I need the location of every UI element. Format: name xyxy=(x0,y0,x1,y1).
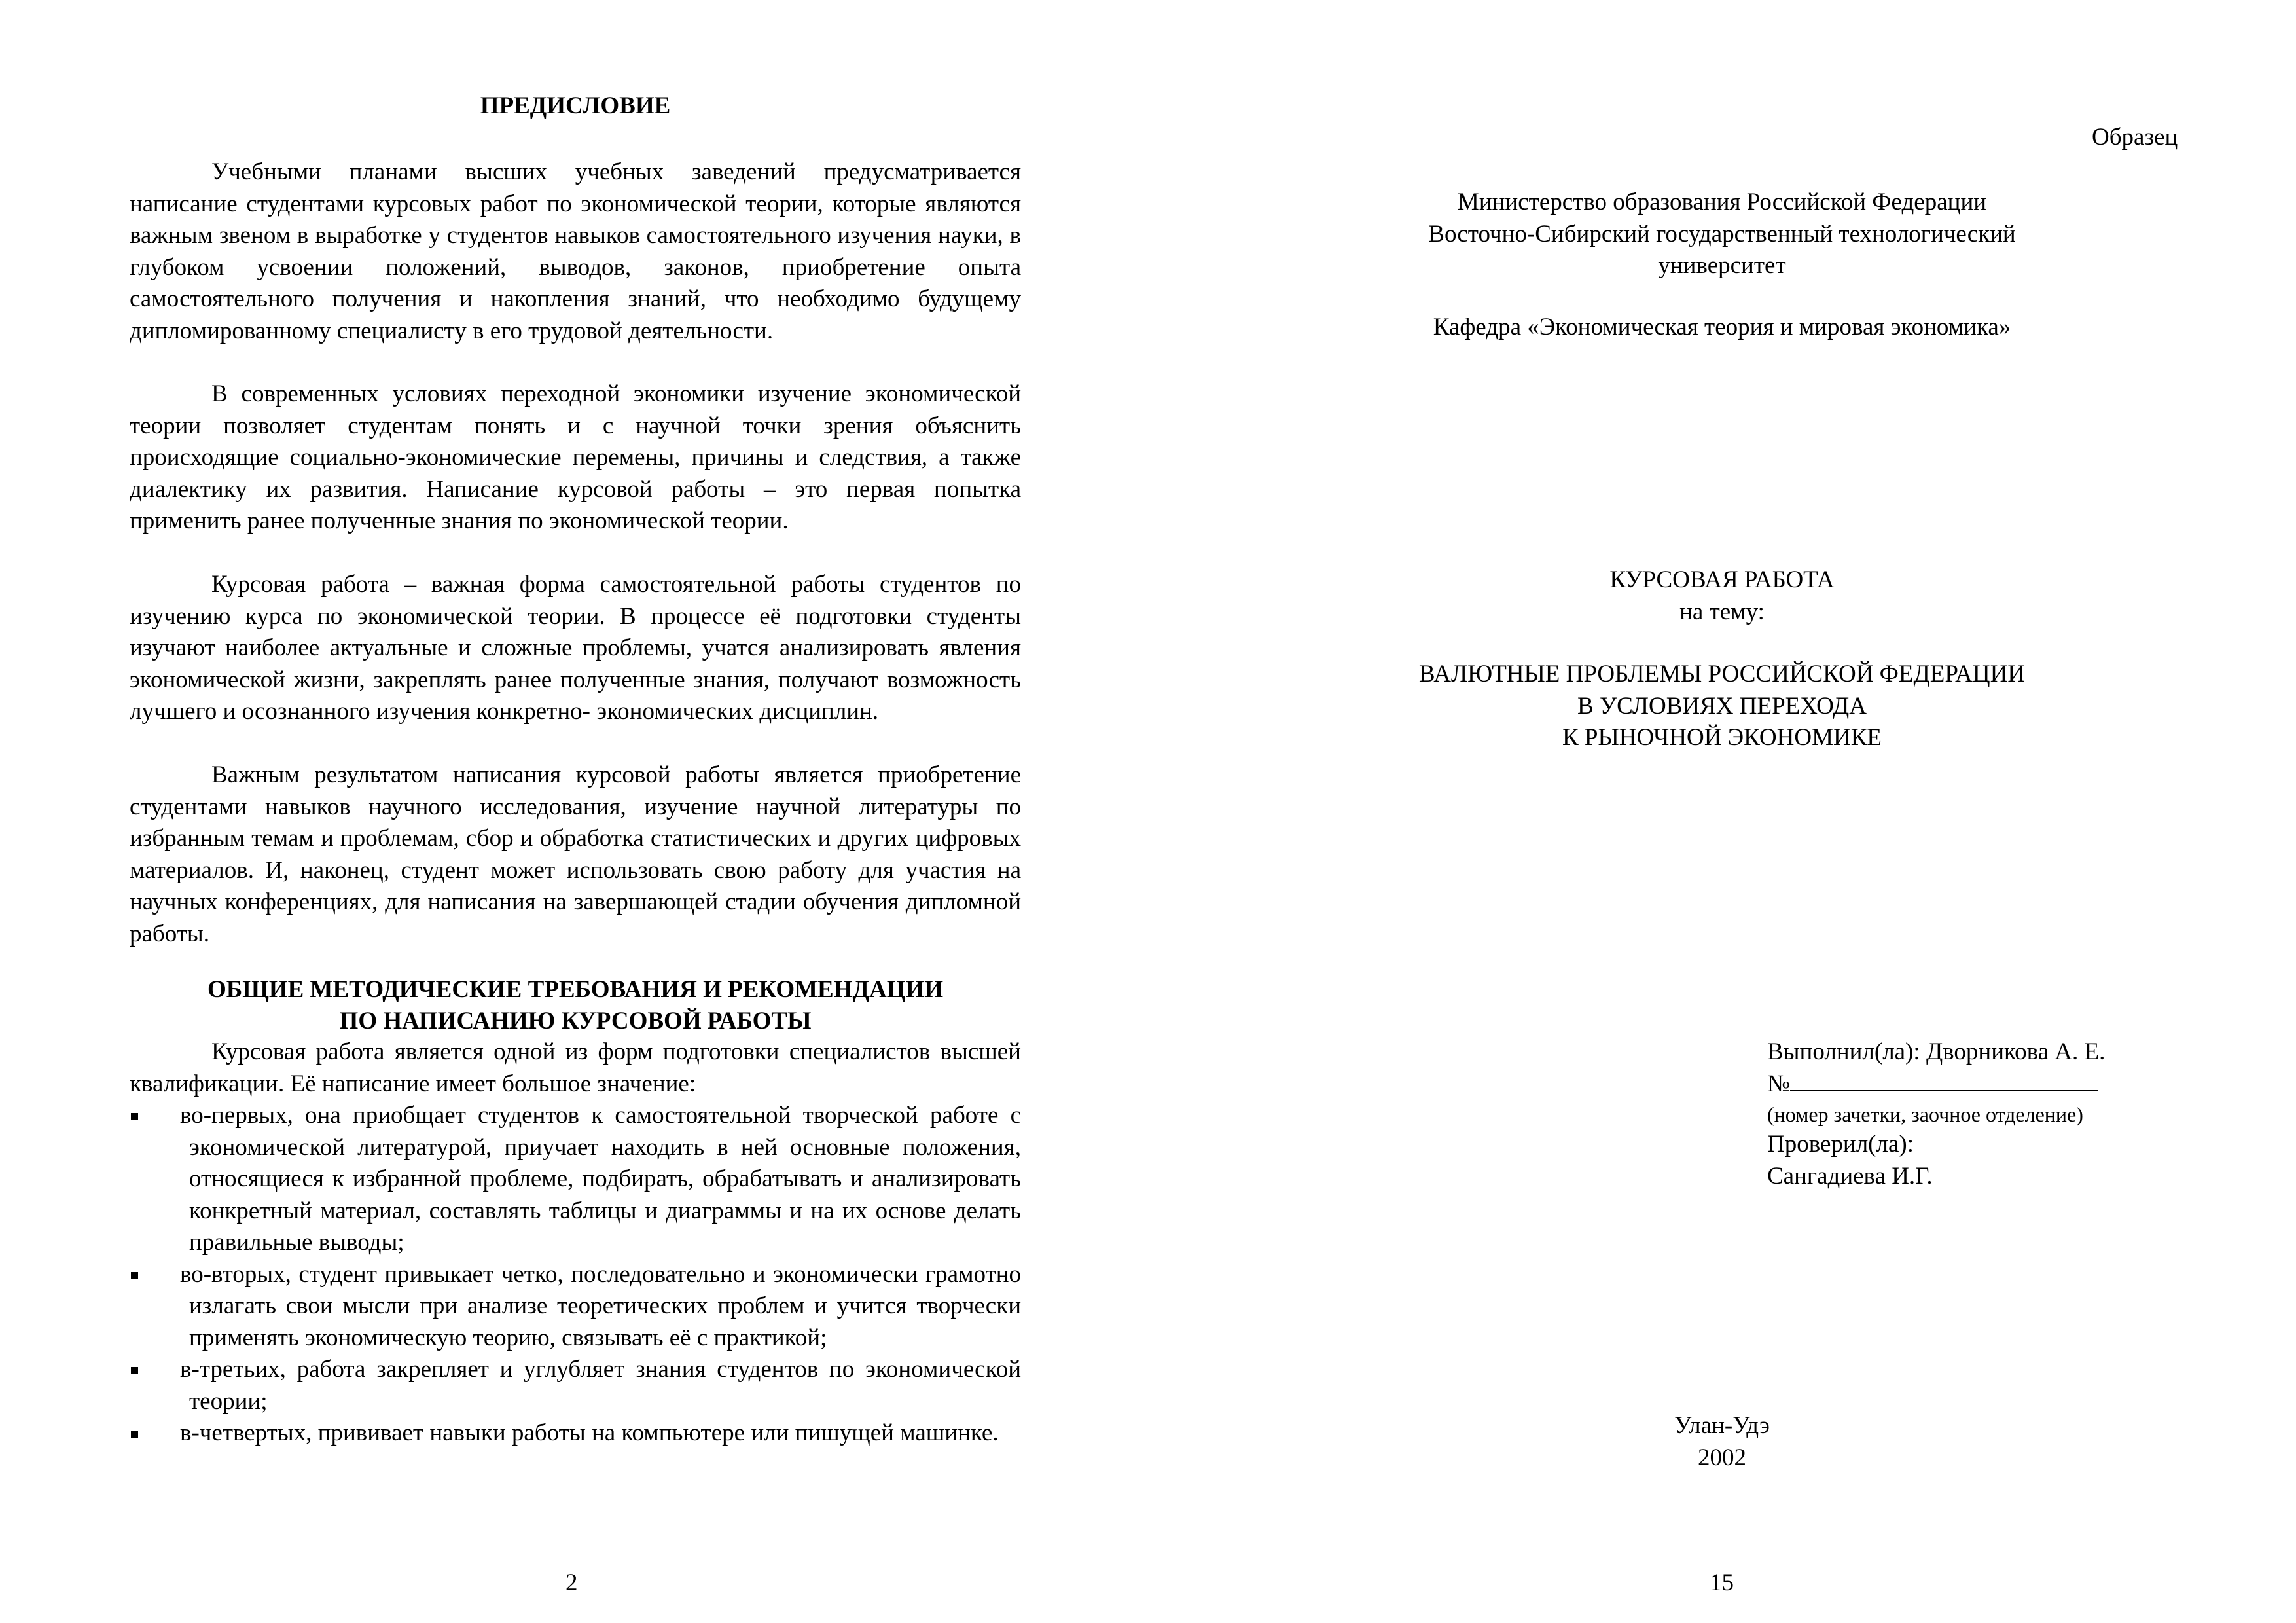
university-line-2: университет xyxy=(1658,252,1786,279)
record-book-number xyxy=(1767,1068,2186,1101)
checked-by-name: Сангадиева И.Г. xyxy=(1767,1162,1933,1190)
square-bullet-icon xyxy=(131,1431,138,1438)
requirements-list xyxy=(130,1100,1021,1450)
square-bullet-icon xyxy=(131,1367,138,1374)
preface-heading: ПРЕДИСЛОВИЕ xyxy=(480,92,671,119)
topic-line-3: К РЫНОЧНОЙ ЭКОНОМИКЕ xyxy=(1562,724,1882,751)
preface-paragraph-1: Учебными планами высших учебных заведений предусматривается написание студентами курсовых работ по экономической теории, которые являются важным звеном в выработке у студентов навыков самостоятельного изучения науки, в глубоком усвоении положений, выводов, законов, приобретение опыта самостоятельного получения и накопления знаний, что необходимо будущему дипломированному специалисту в его трудовой деятельности. xyxy=(130,158,1021,344)
list-item xyxy=(130,1417,1021,1450)
list-item-text: в-третьих, работа закрепляет и углубляет знания студентов по экономической теории; xyxy=(180,1356,1021,1415)
department-name: Кафедра «Экономическая теория и мировая экономика» xyxy=(1433,314,2011,340)
topic-title xyxy=(1148,659,2296,754)
requirements-intro: Курсовая работа является одной из форм подготовки специалистов высшей квалификации. Её написание имеет большое значение: xyxy=(130,1038,1021,1097)
city: Улан-Удэ xyxy=(1674,1412,1770,1439)
on-topic-label: на тему: xyxy=(1679,598,1765,625)
list-item xyxy=(130,1259,1021,1355)
requirements-heading-line-2: ПО НАПИСАНИЮ КУРСОВОЙ РАБОТЫ xyxy=(339,1008,812,1034)
requirements-heading-line-1: ОБЩИЕ МЕТОДИЧЕСКИЕ ТРЕБОВАНИЯ И РЕКОМЕНДАЦИИ xyxy=(207,976,944,1003)
ministry-block xyxy=(1148,187,2296,282)
topic-line-1: ВАЛЮТНЫЕ ПРОБЛЕМЫ РОССИЙСКОЙ ФЕДЕРАЦИИ xyxy=(1418,661,2026,687)
university-line-1: Восточно-Сибирский государственный технологический xyxy=(1428,220,2016,247)
requirements-heading xyxy=(130,974,1021,1037)
list-item-text: в-четвертых, прививает навыки работы на компьютере или пишущей машинке. xyxy=(180,1419,999,1446)
square-bullet-icon xyxy=(131,1272,138,1279)
work-type-block xyxy=(1148,564,2296,628)
record-book-note: (номер зачетки, заочное отделение) xyxy=(1767,1103,2083,1126)
preface-paragraph-2: В современных условиях переходной экономики изучение экономической теории позволяет студентам понять и с научной точки зрения объяснить происходящие социально-экономические перемены, причины и следствия, а также диалектику их развития. Написание курсовой работы – это первая попытка применить ранее полученные знания по экономической теории. xyxy=(130,380,1021,534)
work-type: КУРСОВАЯ РАБОТА xyxy=(1609,566,1835,593)
preface-paragraph-3: Курсовая работа – важная форма самостоятельной работы студентов по изучению курса по экономической теории. В процессе её подготовки студенты изучают наиболее актуальные и сложные проблемы, учатся анализировать явления экономической жизни, закреплять ранее полученные знания, получают возможность лучшего и осознанного изучения конкретно- экономических дисциплин. xyxy=(130,571,1021,725)
year: 2002 xyxy=(1698,1444,1746,1471)
square-bullet-icon xyxy=(131,1113,138,1120)
list-item-text: во-вторых, студент привыкает четко, последовательно и экономически грамотно излагать свои мысли при анализе теоретических проблем и учится творчески применять экономическую теорию, связывать её с практикой; xyxy=(180,1260,1021,1351)
city-year-block xyxy=(1148,1410,2296,1474)
right-page xyxy=(1148,0,2296,1623)
performed-by: Выполнил(ла): Дворникова А. Е. xyxy=(1767,1038,2106,1065)
preface-paragraph-4: Важным результатом написания курсовой работы является приобретение студентами навыков научного исследования, изучение научной литературы по избранным темам и проблемам, сбор и обработка статистических и других цифровых материалов. И, наконец, студент может использовать свою работу для участия на научных конференциях, для написания на завершающей стадии обучения дипломной работы. xyxy=(130,761,1021,947)
list-item xyxy=(130,1354,1021,1417)
list-item xyxy=(130,1100,1021,1259)
page-number-left: 2 xyxy=(565,1569,578,1596)
page-number-right: 15 xyxy=(1710,1569,1734,1596)
record-book-number-line xyxy=(1790,1070,2098,1091)
number-sign: № xyxy=(1767,1070,1791,1097)
signature-block xyxy=(1767,1036,2186,1192)
ministry-name: Министерство образования Российской Федерации xyxy=(1457,189,1987,215)
sample-label: Образец xyxy=(2092,124,2178,151)
list-item-text: во-первых, она приобщает студентов к самостоятельной творческой работе с экономической литературой, приучает находить в ней основные положения, относящиеся к избранной проблеме, подбирать, обрабатывать и анализировать конкретный материал, составлять таблицы и диаграммы и на их основе делать правильные выводы; xyxy=(180,1102,1021,1256)
topic-line-2: В УСЛОВИЯХ ПЕРЕХОДА xyxy=(1577,692,1867,720)
checked-by-label: Проверил(ла): xyxy=(1767,1131,1914,1158)
